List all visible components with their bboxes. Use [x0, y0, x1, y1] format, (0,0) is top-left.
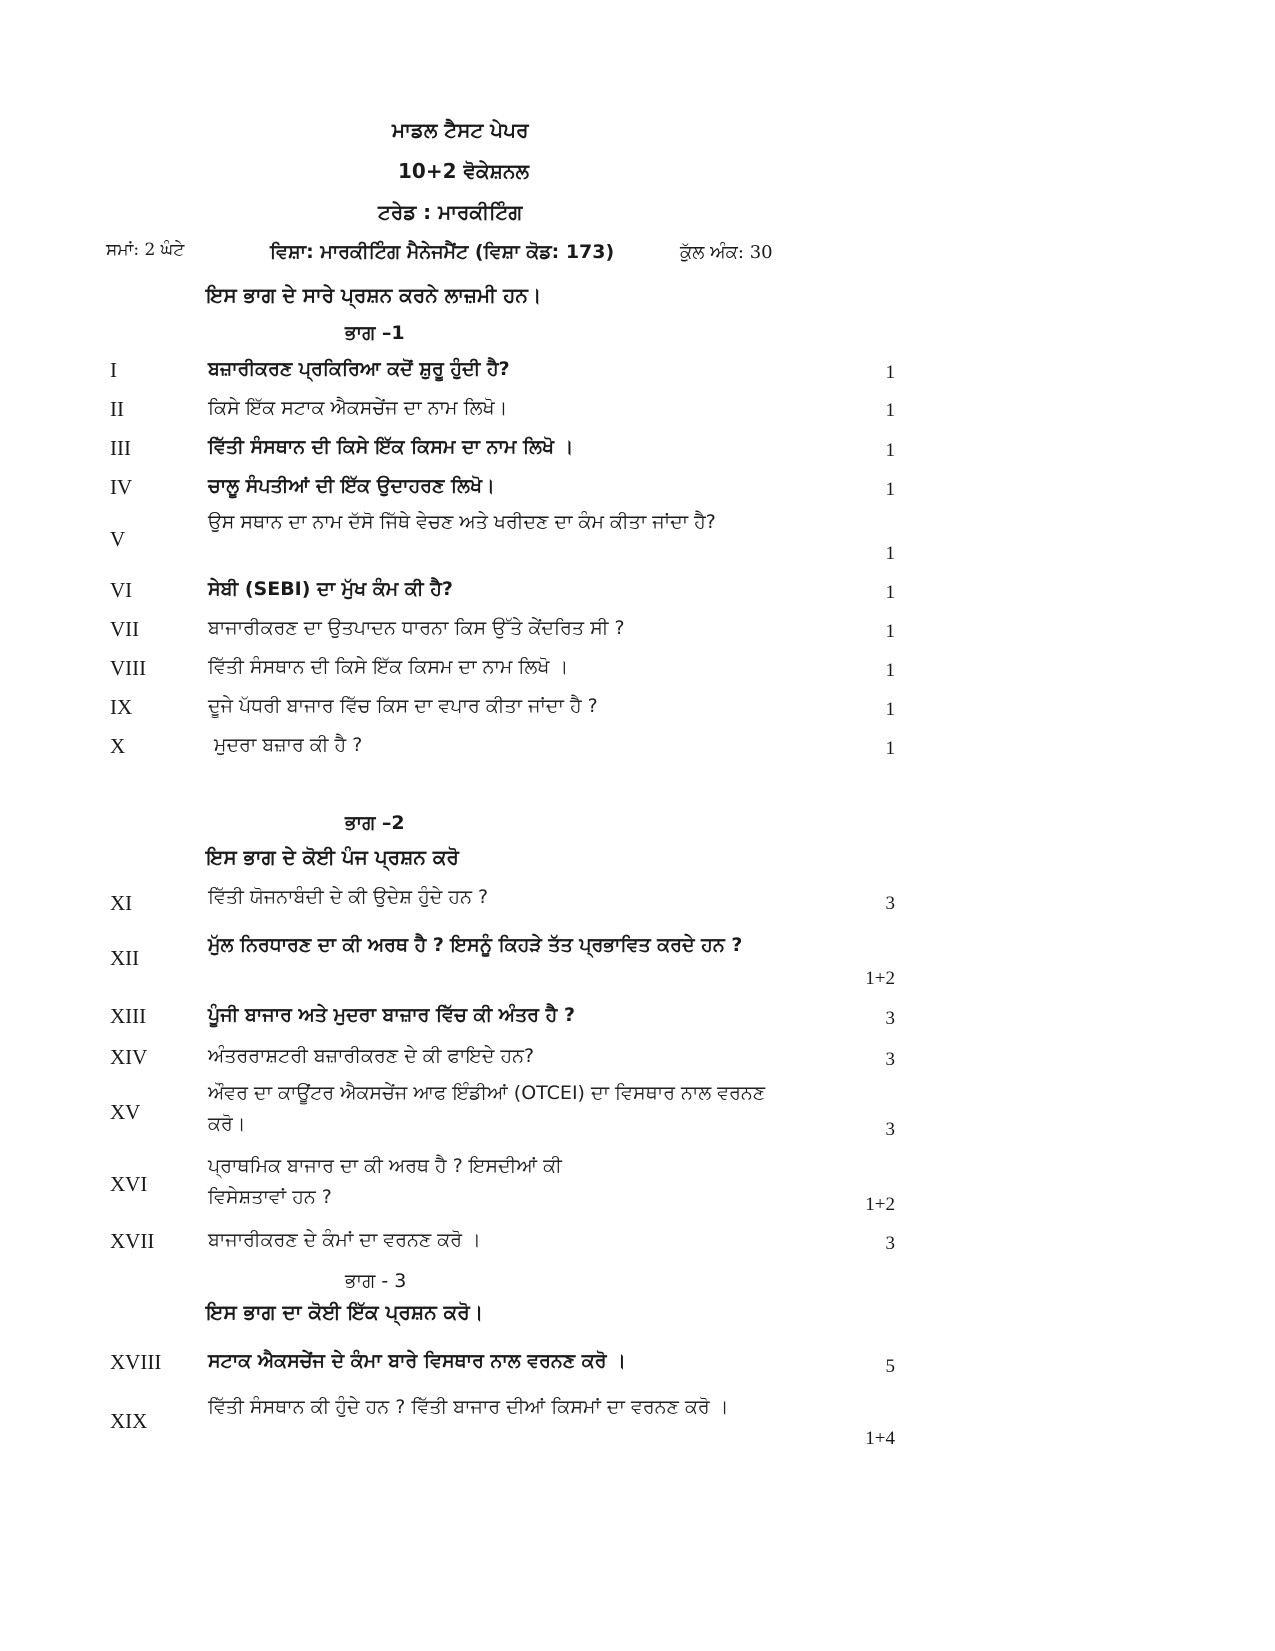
question-marks: 1 [885, 543, 895, 564]
question-marks: 1 [885, 621, 895, 642]
question-marks: 1 [885, 440, 895, 461]
question-text: ਦੂਜੇ ਪੱਧਰੀ ਬਾਜਾਰ ਵਿੱਚ ਕਿਸ ਦਾ ਵਪਾਰ ਕੀਤਾ ਜਾਂਦਾ ਹੈ ? [208, 695, 598, 717]
part3-instruction: ਇਸ ਭਾਗ ਦਾ ਕੋਈ ਇੱਕ ਪ੍ਰਸ਼ਨ ਕਰੋ। [206, 1300, 484, 1324]
question-number: XI [110, 891, 133, 915]
question-number: VI [110, 578, 133, 602]
part2-heading: ਭਾਗ –2 [345, 812, 405, 834]
question-number: XVIII [110, 1350, 162, 1374]
question-marks: 3 [885, 1008, 895, 1029]
part3-heading: ਭਾਗ - 3 [345, 1270, 407, 1292]
question-text: ਔਵਰ ਦਾ ਕਾਊਂਟਰ ਐਕਸਚੇਂਜ ਆਫ ਇੰਡੀਆਂ (OTCEI) ਦਾ ਵਿਸਥਾਰ ਨਾਲ ਵਰਨਣ ਕਰੋ। [208, 1082, 766, 1135]
question-number: XVII [110, 1229, 155, 1253]
question-number: VII [110, 617, 140, 641]
question-marks: 3 [885, 1233, 895, 1254]
question-text: ਬਾਜਾਰੀਕਰਣ ਦਾ ਉਤਪਾਦਨ ਧਾਰਨਾ ਕਿਸ ਉੱਤੇ ਕੇਂਦਰਿਤ ਸੀ ? [208, 617, 625, 639]
question-text: ਵਿੱਤੀ ਸੰਸਥਾਨ ਦੀ ਕਿਸੇ ਇੱਕ ਕਿਸਮ ਦਾ ਨਾਮ ਲਿਖੋ । [208, 436, 574, 458]
trade-label: ਟਰੇਡ : ਮਾਰਕੀਟਿੰਗ [378, 200, 523, 224]
question-text: ਬਾਜਾਰੀਕਰਣ ਦੇ ਕੰਮਾਂ ਦਾ ਵਰਨਣ ਕਰੋ । [208, 1229, 481, 1251]
question-marks: 1+4 [865, 1428, 895, 1449]
question-text: ਮੁਦਰਾ ਬਜ਼ਾਰ ਕੀ ਹੈ ? [214, 734, 363, 756]
question-marks: 1 [885, 362, 895, 383]
question-number: II [110, 397, 124, 421]
question-number: VIII [110, 656, 147, 680]
question-marks: 1 [885, 479, 895, 500]
question-number: III [110, 436, 131, 460]
question-number: IX [110, 695, 133, 719]
question-marks: 1 [885, 400, 895, 421]
question-text: ਪੂੰਜੀ ਬਾਜਾਰ ਅਤੇ ਮੁਦਰਾ ਬਾਜ਼ਾਰ ਵਿੱਚ ਕੀ ਅੰਤਰ ਹੈ ? [208, 1004, 575, 1026]
question-text: ਪ੍ਰਾਥਮਿਕ ਬਾਜਾਰ ਦਾ ਕੀ ਅਰਥ ਹੈ ? ਇਸਦੀਆਂ ਕੀ ਵਿਸੇਸ਼ਤਾਵਾਂ ਹਨ ? [208, 1155, 562, 1208]
paper-title: ਮਾਡਲ ਟੈਸਟ ਪੇਪਰ [392, 118, 529, 142]
question-number: IV [110, 475, 133, 499]
question-marks: 1+2 [865, 968, 895, 989]
question-marks: 3 [885, 1119, 895, 1140]
question-number: I [110, 358, 117, 382]
question-text: ਬਜ਼ਾਰੀਕਰਣ ਪ੍ਰਕਿਰਿਆ ਕਦੋਂ ਸ਼ੁਰੂ ਹੁੰਦੀ ਹੈ? [208, 358, 510, 380]
subject-label: ਵਿਸ਼ਾ: ਮਾਰਕੀਟਿੰਗ ਮੈਨੇਜਮੈਂਟ (ਵਿਸ਼ਾ ਕੋਡ: 173) [270, 241, 615, 263]
question-text: ਮੁੱਲ ਨਿਰਧਾਰਣ ਦਾ ਕੀ ਅਰਥ ਹੈ ? ਇਸਨੂੰ ਕਿਹੜੇ ਤੱਤ ਪ੍ਰਭਾਵਿਤ ਕਰਦੇ ਹਨ ? [208, 934, 743, 956]
question-text: ਚਾਲੂ ਸੰਪਤੀਆਂ ਦੀ ਇੱਕ ਉਦਾਹਰਣ ਲਿਖੋ। [208, 475, 495, 497]
total-marks: ਕੁੱਲ ਅੰਕ: 30 [680, 242, 773, 263]
question-number: XIV [110, 1045, 148, 1069]
question-marks: 1 [885, 699, 895, 720]
question-marks: 3 [885, 1049, 895, 1070]
question-marks: 5 [885, 1356, 895, 1377]
question-number: XIII [110, 1004, 147, 1028]
question-marks: 3 [885, 893, 895, 914]
question-text: ਅੰਤਰਰਾਸ਼ਟਰੀ ਬਜ਼ਾਰੀਕਰਣ ਦੇ ਕੀ ਫਾਇਦੇ ਹਨ? [208, 1045, 535, 1067]
question-number: V [110, 527, 126, 551]
part2-instruction: ਇਸ ਭਾਗ ਦੇ ਕੋਈ ਪੰਜ ਪ੍ਰਸ਼ਨ ਕਰੋ [206, 845, 459, 869]
question-number: X [110, 734, 126, 758]
question-marks: 1 [885, 582, 895, 603]
question-number: XII [110, 946, 140, 970]
question-text: ਵਿੱਤੀ ਯੋਜਨਾਬੰਦੀ ਦੇ ਕੀ ਉਦੇਸ਼ ਹੁੰਦੇ ਹਨ ? [208, 886, 489, 908]
question-number: XV [110, 1100, 141, 1124]
question-marks: 1 [885, 738, 895, 759]
question-text: ਸਟਾਕ ਐਕਸਚੇਂਜ ਦੇ ਕੰਮਾ ਬਾਰੇ ਵਿਸਥਾਰ ਨਾਲ ਵਰਨਣ ਕਰੋ । [208, 1350, 626, 1372]
question-text: ਸੇਬੀ (SEBI) ਦਾ ਮੁੱਖ ਕੰਮ ਕੀ ਹੈ? [208, 578, 453, 600]
question-text: ਕਿਸੇ ਇੱਕ ਸਟਾਕ ਐਕਸਚੇਂਜ ਦਾ ਨਾਮ ਲਿਖੋ। [208, 397, 508, 419]
part1-heading: ਭਾਗ –1 [345, 322, 405, 344]
question-text: ਵਿੱਤੀ ਸੰਸਥਾਨ ਦੀ ਕਿਸੇ ਇੱਕ ਕਿਸਮ ਦਾ ਨਾਮ ਲਿਖੋ । [208, 656, 569, 678]
question-number: XVI [110, 1172, 148, 1196]
question-number: XIX [110, 1409, 148, 1433]
part1-instruction: ਇਸ ਭਾਗ ਦੇ ਸਾਰੇ ਪ੍ਰਸ਼ਨ ਕਰਨੇ ਲਾਜ਼ਮੀ ਹਨ। [206, 283, 542, 307]
question-marks: 1 [885, 660, 895, 681]
time-label: ਸਮਾਂ: 2 ਘੰਟੇ [106, 240, 185, 260]
question-text: ਉਸ ਸਥਾਨ ਦਾ ਨਾਮ ਦੱਸੋ ਜਿੱਥੇ ਵੇਚਣ ਅਤੇ ਖਰੀਦਣ ਦਾ ਕੰਮ ਕੀਤਾ ਜਾਂਦਾ ਹੈ? [208, 511, 716, 533]
class-label: 10+2 ਵੋਕੇਸ਼ਨਲ [398, 159, 529, 183]
question-text: ਵਿੱਤੀ ਸੰਸਥਾਨ ਕੀ ਹੁੰਦੇ ਹਨ ? ਵਿੱਤੀ ਬਾਜਾਰ ਦੀਆਂ ਕਿਸਮਾਂ ਦਾ ਵਰਨਣ ਕਰੋ । [208, 1396, 729, 1418]
question-marks: 1+2 [865, 1194, 895, 1215]
